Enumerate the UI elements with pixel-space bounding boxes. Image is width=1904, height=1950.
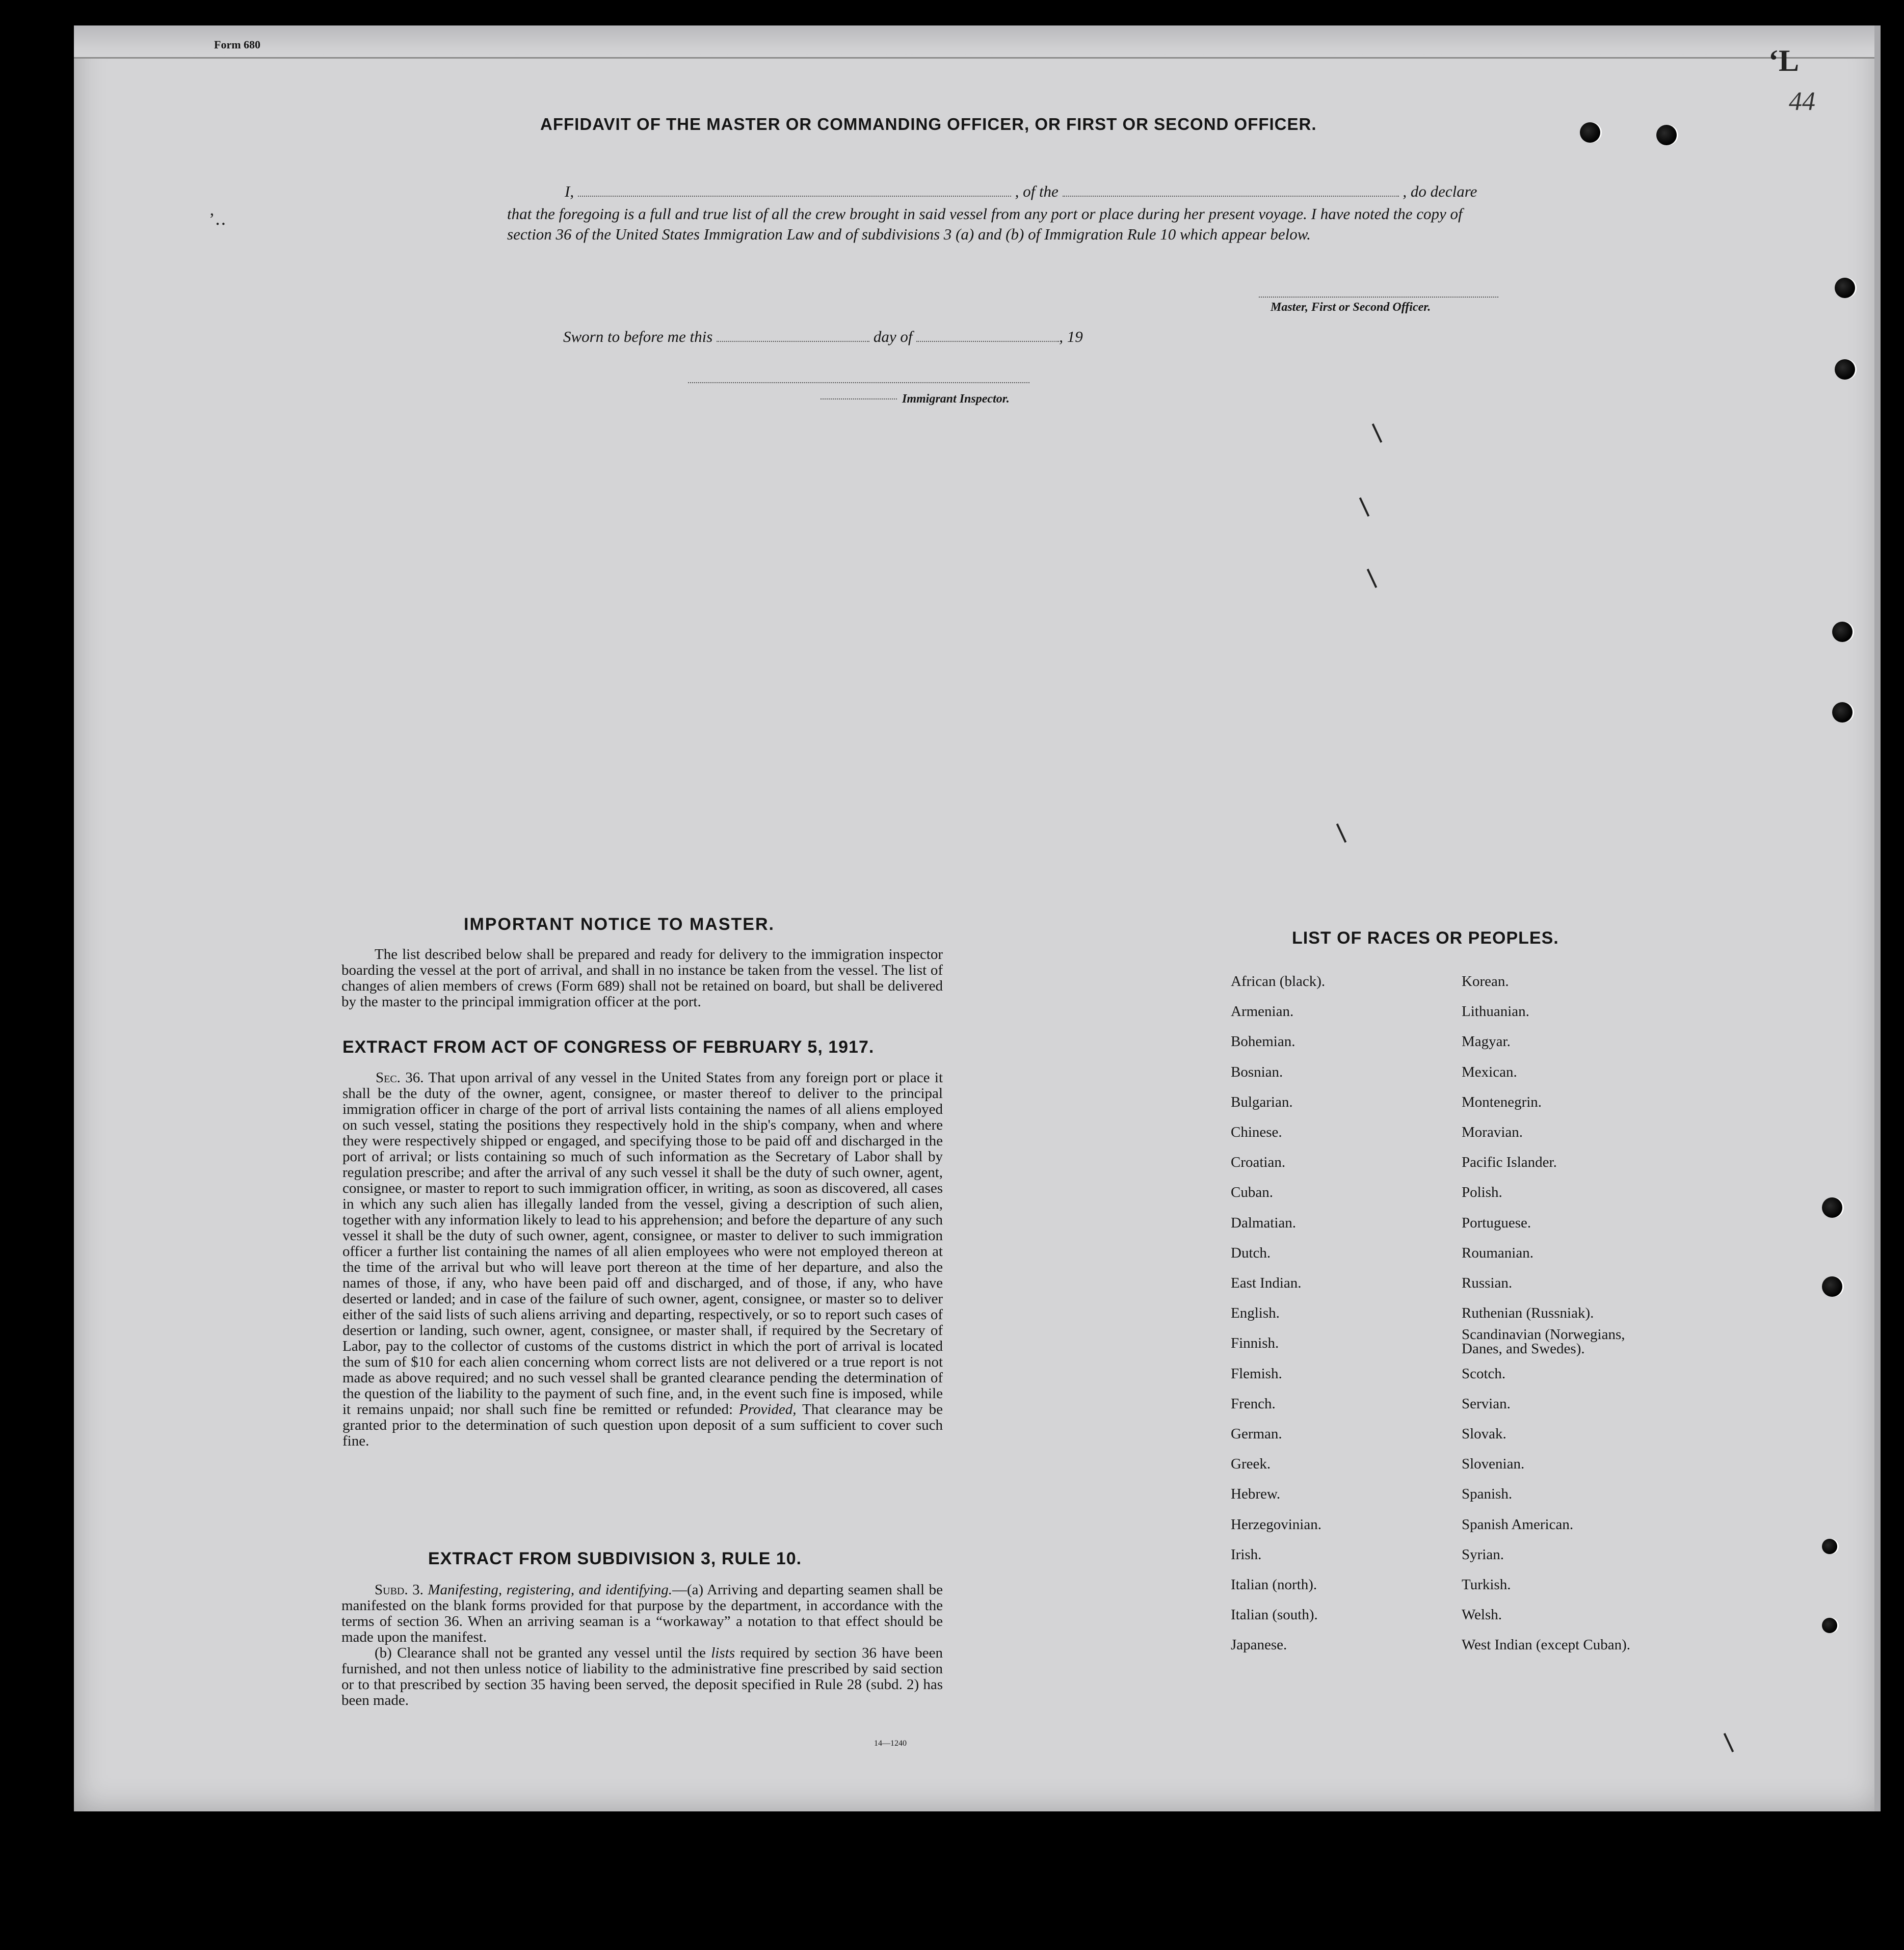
sworn-day-field[interactable] xyxy=(717,329,869,342)
race-item: West Indian (except Cuban). xyxy=(1462,1637,1631,1653)
day-of-text: day of xyxy=(873,328,913,345)
sheet-top-edge xyxy=(74,25,1881,59)
race-item: Lithuanian. xyxy=(1462,1003,1529,1020)
section-36-text xyxy=(342,1070,943,1449)
race-item: Magyar. xyxy=(1462,1033,1511,1050)
race-item: Armenian. xyxy=(1231,1003,1294,1020)
race-item: Chinese. xyxy=(1231,1124,1282,1140)
master-signature-label: Master, First or Second Officer. xyxy=(1271,301,1431,314)
sworn-text: Sworn to before me this xyxy=(563,328,713,345)
notice-title: IMPORTANT NOTICE TO MASTER. xyxy=(464,915,775,934)
race-item: Spanish American. xyxy=(1462,1516,1574,1533)
race-item: Cuban. xyxy=(1231,1184,1273,1201)
race-item: Russian. xyxy=(1462,1275,1513,1291)
race-item: Bohemian. xyxy=(1231,1033,1295,1050)
race-item: Slovak. xyxy=(1462,1426,1506,1442)
section-body-end: That clearance may be granted prior to the determination of such question upon deposit of a sum sufficient to cover such fine. xyxy=(342,1401,943,1449)
race-item: Irish. xyxy=(1231,1546,1262,1563)
master-signature-line[interactable] xyxy=(1259,297,1498,298)
year-prefix: , 19 xyxy=(1059,328,1083,345)
race-item: French. xyxy=(1231,1395,1276,1412)
binder-hole xyxy=(1835,278,1855,298)
subdivision-b xyxy=(341,1645,943,1708)
binder-hole xyxy=(1656,125,1677,145)
race-item: Turkish. xyxy=(1462,1577,1511,1593)
subd-label: Subd. 3. xyxy=(375,1582,424,1598)
inspector-signature-line[interactable] xyxy=(688,382,1029,383)
race-item: Scotch. xyxy=(1462,1365,1506,1382)
binder-hole xyxy=(1832,702,1853,723)
binder-hole xyxy=(1822,1618,1837,1633)
race-item: Moravian. xyxy=(1462,1124,1523,1140)
race-item: Croatian. xyxy=(1231,1154,1286,1171)
race-item: Greek. xyxy=(1231,1456,1271,1473)
subdivision-3-text xyxy=(341,1582,943,1708)
subd-b-lists: lists xyxy=(711,1645,735,1661)
subd-b-start: (b) Clearance shall not be granted any vessel until the xyxy=(375,1645,706,1661)
sworn-line xyxy=(563,328,1083,346)
race-item: Syrian. xyxy=(1462,1546,1504,1563)
race-item: Korean. xyxy=(1462,973,1509,990)
race-item: German. xyxy=(1231,1426,1282,1442)
race-item: Slovenian. xyxy=(1462,1456,1525,1473)
subd-b-end: required by section 36 have been furnished, and not then unless notice of liability to the administrative fine prescribed by said section or to that prescribed by section 35 having been served, the deposit specified in Rule 28 (subd. 2) has been made. xyxy=(341,1645,943,1708)
race-item: Pacific Islander. xyxy=(1462,1154,1557,1171)
race-item: Welsh. xyxy=(1462,1607,1502,1623)
race-item: Japanese. xyxy=(1231,1637,1287,1653)
margin-tick-mark: ’‥ xyxy=(209,210,226,229)
race-item: Servian. xyxy=(1462,1395,1511,1412)
vessel-field[interactable] xyxy=(1063,183,1399,197)
race-item: Spanish. xyxy=(1462,1486,1513,1503)
sheet-right-edge xyxy=(1874,25,1881,1811)
section-body: That upon arrival of any vessel in the United States from any foreign port or place it shall be the duty of the owner, agent, consignee, or master thereof to deliver to the principal immigration officer in charge of the port of arrival lists containing the names of all aliens employed on such vessel, stating the positions they respectively hold in the ship's company, when and where they were respectively shipped or engaged, and specifying those to be paid off and discharged in the port of arrival; or lists containing so much of such information as the Secretary of Labor shall by regulation prescribe; and after the arrival of any such vessel it shall be the duty of such owner, agent, consignee, or master to report to such immigration officer, in writing, as soon as discovered, all cases in which any such alien has illegally landed from the vessel, giving a description of such alien, together with any information likely to lead to his apprehension; and before the departure of any such vessel it shall be the duty of such owner, agent, consignee, or master to deliver to such immigration officer a further list containing the names of all alien employees who were not employed thereon at the time of the arrival but who will leave port thereon at the time of her departure, and also the names of those, if any, who have been paid off and discharged, and of those, if any, who have deserted or landed; and in case of the failure of such owner, agent, consignee, or master so to deliver either of the said lists of such aliens arriving and departing, respectively, or so to report such cases of desertion or landing, such owner, agent, consignee, or master shall, if required by the Secretary of Labor, pay to the collector of customs of the customs district in which the port of arrival is located the sum of $10 for each alien concerning whom correct lists are not delivered or a true report is not made as above required; and no such vessel shall be granted clearance pending the determination of the question of the liability to the payment of such fine, and, in the event such fine is imposed, while it remains unpaid; nor shall such fine be remitted or refunded: xyxy=(342,1070,943,1418)
race-item: Dutch. xyxy=(1231,1244,1271,1261)
declaration-of-the: , of the xyxy=(1015,182,1059,200)
declaration-line xyxy=(565,182,1477,201)
race-item: Italian (south). xyxy=(1231,1607,1318,1623)
subdivision-a xyxy=(341,1582,943,1645)
race-item: Herzegovinian. xyxy=(1231,1516,1321,1533)
race-item: Bosnian. xyxy=(1231,1063,1283,1080)
races-title: LIST OF RACES OR PEOPLES. xyxy=(1292,928,1559,948)
race-item: Dalmatian. xyxy=(1231,1214,1297,1231)
section-label: Sec. 36. xyxy=(376,1070,424,1086)
extract-rule-title: EXTRACT FROM SUBDIVISION 3, RULE 10. xyxy=(428,1549,802,1568)
race-item: Mexican. xyxy=(1462,1063,1517,1080)
print-code: 14—1240 xyxy=(874,1739,907,1748)
provided-word: Provided, xyxy=(739,1401,797,1418)
race-item: East Indian. xyxy=(1231,1275,1302,1291)
name-field[interactable] xyxy=(578,183,1011,197)
race-item: African (black). xyxy=(1231,973,1326,990)
affidavit-paragraph: that the foregoing is a full and true list of all the crew brought in said vessel from any port or place during her present voyage. I have noted the copy of section 36 of the United States Immigration Law and of subdivisions 3 (a) and (b) of Immigration Rule 10 which appear below. xyxy=(507,205,1463,243)
race-item: Montenegrin. xyxy=(1462,1093,1542,1110)
document-sheet xyxy=(74,25,1881,1811)
sworn-month-field[interactable] xyxy=(916,329,1059,342)
corner-handwritten-mark: ʻL xyxy=(1768,44,1799,77)
binder-hole xyxy=(1822,1197,1842,1218)
declaration-do-declare: , do declare xyxy=(1403,182,1477,200)
inspector-label: Immigrant Inspector. xyxy=(902,392,1010,406)
race-item: Ruthenian (Russniak). xyxy=(1462,1305,1594,1322)
binder-hole xyxy=(1822,1276,1842,1297)
affidavit-title: AFFIDAVIT OF THE MASTER OR COMMANDING OFFICER, OR FIRST OR SECOND OFFICER. xyxy=(540,115,1317,133)
form-number: Form 680 xyxy=(214,38,261,51)
subd-heading: Manifesting, registering, and identifying. xyxy=(428,1582,672,1598)
binder-hole xyxy=(1832,622,1853,642)
race-item: Scandinavian (Norwegians, Danes, and Swedes). xyxy=(1462,1326,1625,1357)
binder-hole xyxy=(1822,1539,1837,1554)
inspector-prefix-line xyxy=(821,398,897,399)
extract-act-title: EXTRACT FROM ACT OF CONGRESS OF FEBRUARY 5, 1917. xyxy=(342,1037,875,1057)
race-item: Flemish. xyxy=(1231,1365,1282,1382)
race-item: Roumanian. xyxy=(1462,1244,1533,1261)
race-item: Italian (north). xyxy=(1231,1577,1317,1593)
binder-hole xyxy=(1580,122,1600,143)
declaration-i: I, xyxy=(565,182,574,200)
notice-text: The list described below shall be prepared and ready for delivery to the immigration inspector boarding the vessel at the port of arrival, and shall in no instance be taken from the vessel. The list of changes of alien members of crews (Form 689) shall not be retained on board, but shall be delivered by the master to the principal immigration officer at the port. xyxy=(341,946,943,1010)
race-item: Polish. xyxy=(1462,1184,1502,1201)
race-item: Finnish. xyxy=(1231,1335,1279,1352)
binder-hole xyxy=(1835,359,1855,380)
race-item: English. xyxy=(1231,1305,1280,1322)
race-item: Bulgarian. xyxy=(1231,1093,1293,1110)
race-item: Hebrew. xyxy=(1231,1486,1281,1503)
corner-handwritten-number: 44 xyxy=(1789,87,1815,116)
subd-a-text: —(a) Arriving and departing seamen shall be manifested on the blank forms provided for that purpose by the department, in accordance with the terms of section 36. When an arriving seaman is a “workaway” a notation to that effect should be made upon the manifest. xyxy=(341,1582,943,1645)
race-item: Portuguese. xyxy=(1462,1214,1531,1231)
